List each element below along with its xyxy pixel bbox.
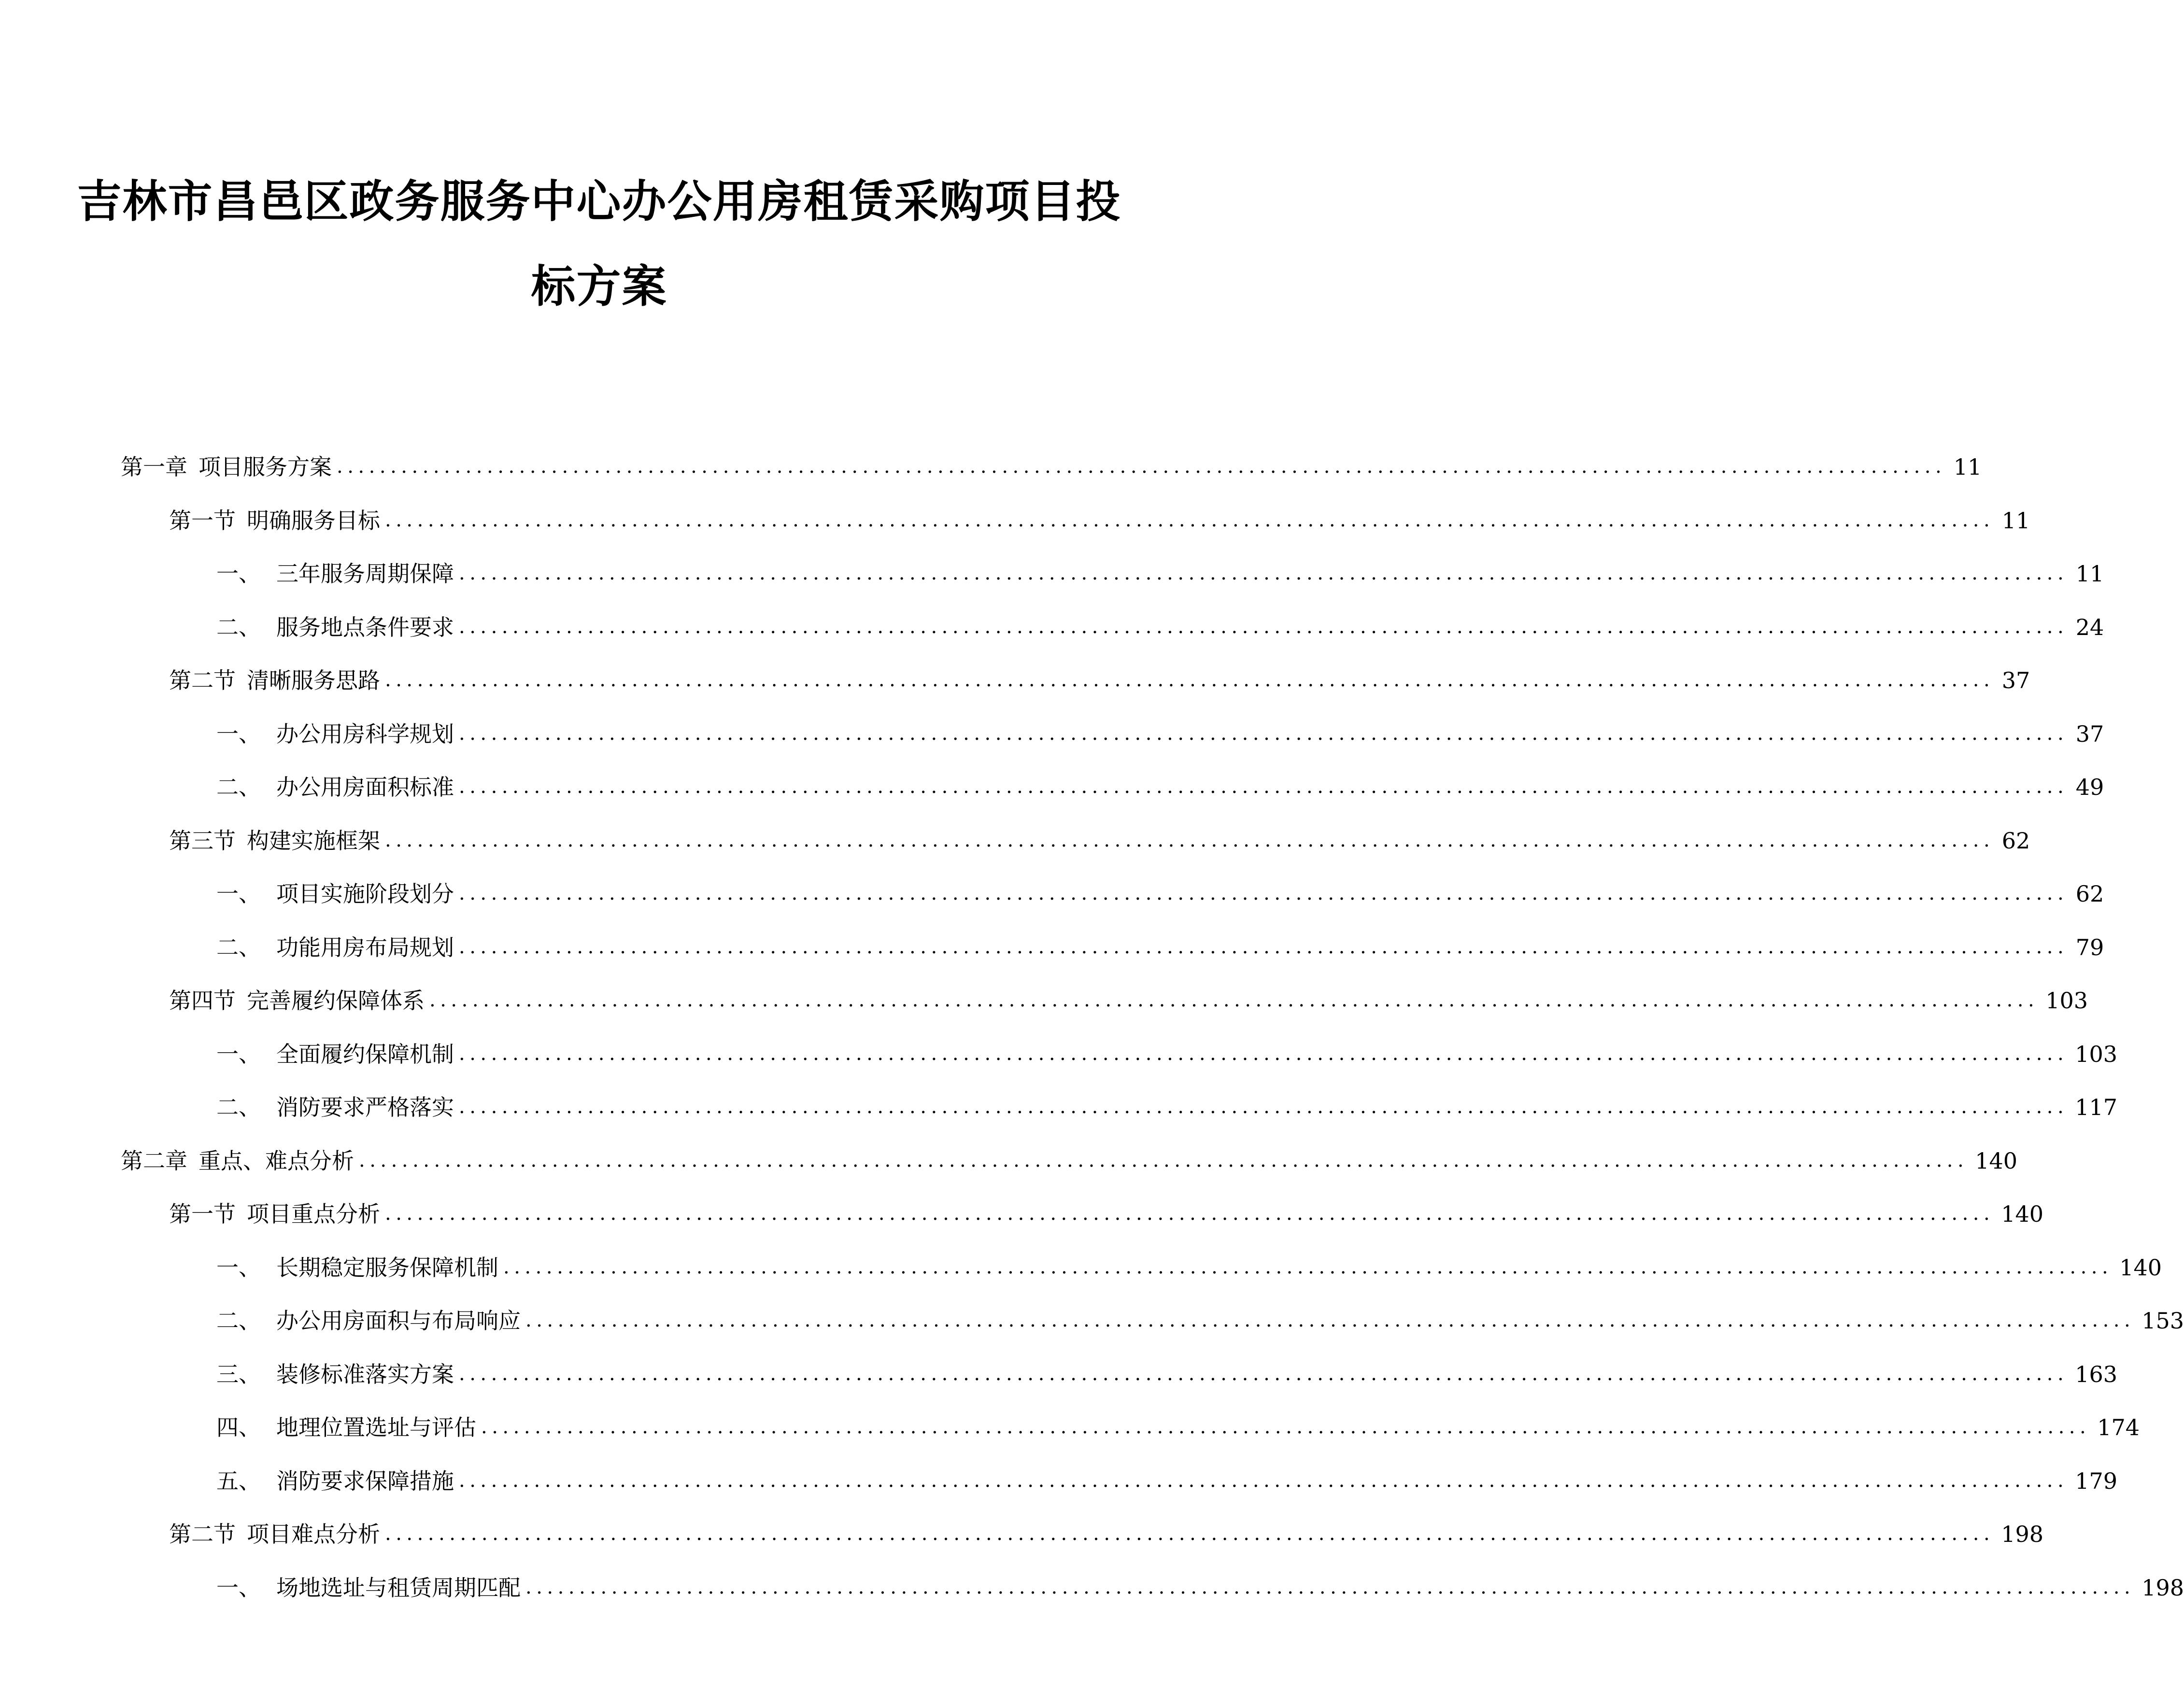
toc-entry-number: 三、 [216,1361,261,1387]
toc-entry-number: 第二节 [169,1521,236,1547]
toc-entry-title [216,883,454,905]
toc-entry-title [121,456,332,478]
toc-dot-leader: ...................................................................................................................................................... [459,1042,2069,1065]
toc-entry-title [216,1256,498,1279]
toc-entry-label: 明确服务目标 [247,507,380,534]
toc-entry-number: 第一节 [169,1201,236,1227]
toc-entry-number: 一、 [216,881,261,907]
toc-entry[interactable] [216,551,2104,587]
toc-page-number: 163 [2075,1361,2118,1387]
toc-entry-number: 第二章 [121,1147,187,1174]
toc-entry-title [169,827,380,854]
toc-entry-label: 长期稳定服务保障机制 [276,1254,498,1281]
toc-entry-title [216,936,454,959]
toc-dot-leader: ...................................................................................................................................................... [385,669,1995,691]
toc-page-number: 79 [2075,934,2104,960]
toc-dot-leader: ...................................................................................................................................................... [525,1576,2135,1598]
toc-page-number: 103 [2075,1041,2118,1067]
toc-entry-number: 二、 [216,774,261,800]
toc-entry-title [169,989,425,1012]
toc-entry-label: 三年服务周期保障 [276,561,454,587]
toc-entry-label: 构建实施框架 [247,827,380,854]
toc-entry-label: 办公用房面积与布局响应 [276,1308,521,1334]
toc-entry[interactable] [216,1565,2184,1601]
toc-entry-number: 一、 [216,1254,261,1281]
toc-entry-label: 消防要求保障措施 [276,1468,454,1494]
toc-entry-number: 二、 [216,614,261,640]
toc-dot-leader: ...................................................................................................................................................... [459,722,2069,745]
toc-entry-title [216,1043,454,1065]
toc-entry-title [169,1523,380,1545]
toc-page-number: 198 [2141,1574,2184,1601]
toc-entry-label: 全面履约保障机制 [276,1041,454,1067]
toc-dot-leader: ...................................................................................................................................................... [459,1469,2069,1492]
toc-entry-title [216,776,454,798]
toc-entry[interactable] [216,1352,2118,1387]
toc-dot-leader: ...................................................................................................................................................... [459,615,2069,638]
toc-dot-leader: ...................................................................................................................................................... [459,776,2069,798]
toc-page-number: 37 [2001,667,2030,693]
toc-dot-leader: ...................................................................................................................................................... [385,1523,1995,1545]
toc-page-number: 24 [2075,614,2104,640]
toc-entry-label: 办公用房面积标准 [276,774,454,800]
toc-entry-number: 二、 [216,934,261,960]
toc-entry-title [121,1147,354,1174]
toc-page-number: 140 [2119,1254,2162,1281]
toc-entry[interactable] [216,1031,2118,1067]
toc-dot-leader: ...................................................................................................................................................... [459,1096,2069,1118]
toc-page-number: 103 [2045,988,2088,1014]
toc-entry-title [216,1470,454,1492]
toc-entry-title [216,1363,454,1385]
toc-entry-title [169,669,380,692]
toc-entry[interactable] [216,1245,2162,1281]
toc-entry[interactable] [216,605,2104,640]
toc-entry-label: 项目重点分析 [247,1201,380,1227]
toc-entry-label: 消防要求严格落实 [276,1094,454,1120]
toc-entry-label: 场地选址与租赁周期匹配 [276,1574,521,1601]
toc-entry[interactable] [216,764,2104,800]
toc-dot-leader: ...................................................................................................................................................... [459,882,2069,904]
toc-entry-label: 项目实施阶段划分 [276,881,454,907]
toc-entry-number: 二、 [216,1094,261,1120]
toc-dot-leader: ...................................................................................................................................................... [385,829,1995,851]
toc-entry[interactable] [216,1405,2140,1440]
toc-entry-label: 项目服务方案 [199,454,332,480]
toc-entry-number: 第一节 [169,507,236,534]
toc-page-number: 11 [2075,561,2104,587]
toc-entry-title [216,720,454,747]
toc-entry-number: 一、 [216,1574,261,1601]
toc-entry-number: 一、 [216,561,261,587]
toc-entry-label: 项目难点分析 [247,1521,380,1547]
toc-dot-leader: ...................................................................................................................................................... [385,1202,1995,1225]
toc-entry-number: 一、 [216,1041,261,1067]
toc-entry[interactable] [169,818,2030,854]
toc-dot-leader: ...................................................................................................................................................... [459,935,2069,958]
toc-entry[interactable] [121,444,1982,480]
toc-dot-leader: ...................................................................................................................................................... [481,1416,2091,1438]
toc-page-number: 37 [2075,720,2104,747]
toc-entry-number: 一、 [216,720,261,747]
toc-entry-label: 装修标准落实方案 [276,1361,454,1387]
toc-entry-title [169,1203,380,1225]
toc-entry-title [216,1574,521,1601]
toc-page-number: 140 [2001,1201,2044,1227]
toc-entry-label: 办公用房科学规划 [276,720,454,747]
toc-entry-number: 五、 [216,1468,261,1494]
toc-entry-title [169,509,380,532]
toc-entry[interactable] [169,1191,2044,1227]
toc-entry[interactable] [169,1511,2044,1547]
toc-entry-label: 服务地点条件要求 [276,614,454,640]
toc-entry-number: 第一章 [121,454,187,480]
toc-dot-leader: ...................................................................................................................................................... [337,455,1946,478]
toc-dot-leader: ...................................................................................................................................................... [459,562,2069,584]
toc-entry[interactable] [216,1085,2118,1120]
toc-entry-number: 第四节 [169,988,236,1014]
toc-entry[interactable] [216,1458,2118,1494]
toc-entry-title [216,1416,476,1439]
toc-entry-number: 第三节 [169,827,236,854]
toc-entry[interactable] [216,711,2104,747]
toc-page-number: 198 [2001,1521,2044,1547]
toc-entry-title [216,616,454,638]
toc-entry-label: 清晰服务思路 [247,667,380,693]
toc-dot-leader: ...................................................................................................................................................... [359,1149,1969,1172]
toc-page-number: 11 [1953,454,1982,480]
toc-entry[interactable] [216,871,2104,907]
toc-dot-leader: ...................................................................................................................................................... [503,1256,2113,1278]
toc-page-number: 49 [2075,774,2104,800]
toc-entry[interactable] [169,658,2030,693]
toc-page-number: 140 [1975,1147,2018,1174]
toc-entry-title [216,563,454,585]
toc-entry[interactable] [216,1298,2184,1334]
toc-page-number: 117 [2075,1094,2118,1120]
toc-entry-label: 重点、难点分析 [199,1147,354,1174]
toc-entry-title [216,1310,521,1332]
toc-page-number: 174 [2097,1414,2140,1440]
toc-dot-leader: ...................................................................................................................................................... [385,508,1995,531]
toc-page-number: 62 [2001,827,2030,854]
toc-entry[interactable] [169,978,2088,1014]
toc-entry[interactable] [169,498,2030,534]
toc-entry-title [216,1096,454,1118]
toc-dot-leader: ...................................................................................................................................................... [525,1309,2135,1331]
toc-entry-label: 地理位置选址与评估 [276,1414,476,1440]
toc-page-number: 62 [2075,881,2104,907]
toc-page-number: 153 [2141,1308,2184,1334]
toc-entry-number: 四、 [216,1414,261,1440]
toc-entry[interactable] [216,925,2104,960]
toc-page-number: 11 [2001,507,2030,534]
toc-dot-leader: ...................................................................................................................................................... [459,1362,2069,1385]
toc-entry-number: 第二节 [169,667,236,693]
toc-entry-label: 完善履约保障体系 [247,988,425,1014]
toc-entry-label: 功能用房布局规划 [276,934,454,960]
toc-dot-leader: ...................................................................................................................................................... [429,989,2039,1011]
toc-entry[interactable] [121,1138,2018,1174]
toc-page-number: 179 [2075,1468,2118,1494]
toc-entry-number: 二、 [216,1308,261,1334]
document-title-line-1: 吉林市昌邑区政务服务中心办公用房租赁采购项目投 [77,176,1121,227]
document-title-line-2: 标方案 [531,261,667,312]
